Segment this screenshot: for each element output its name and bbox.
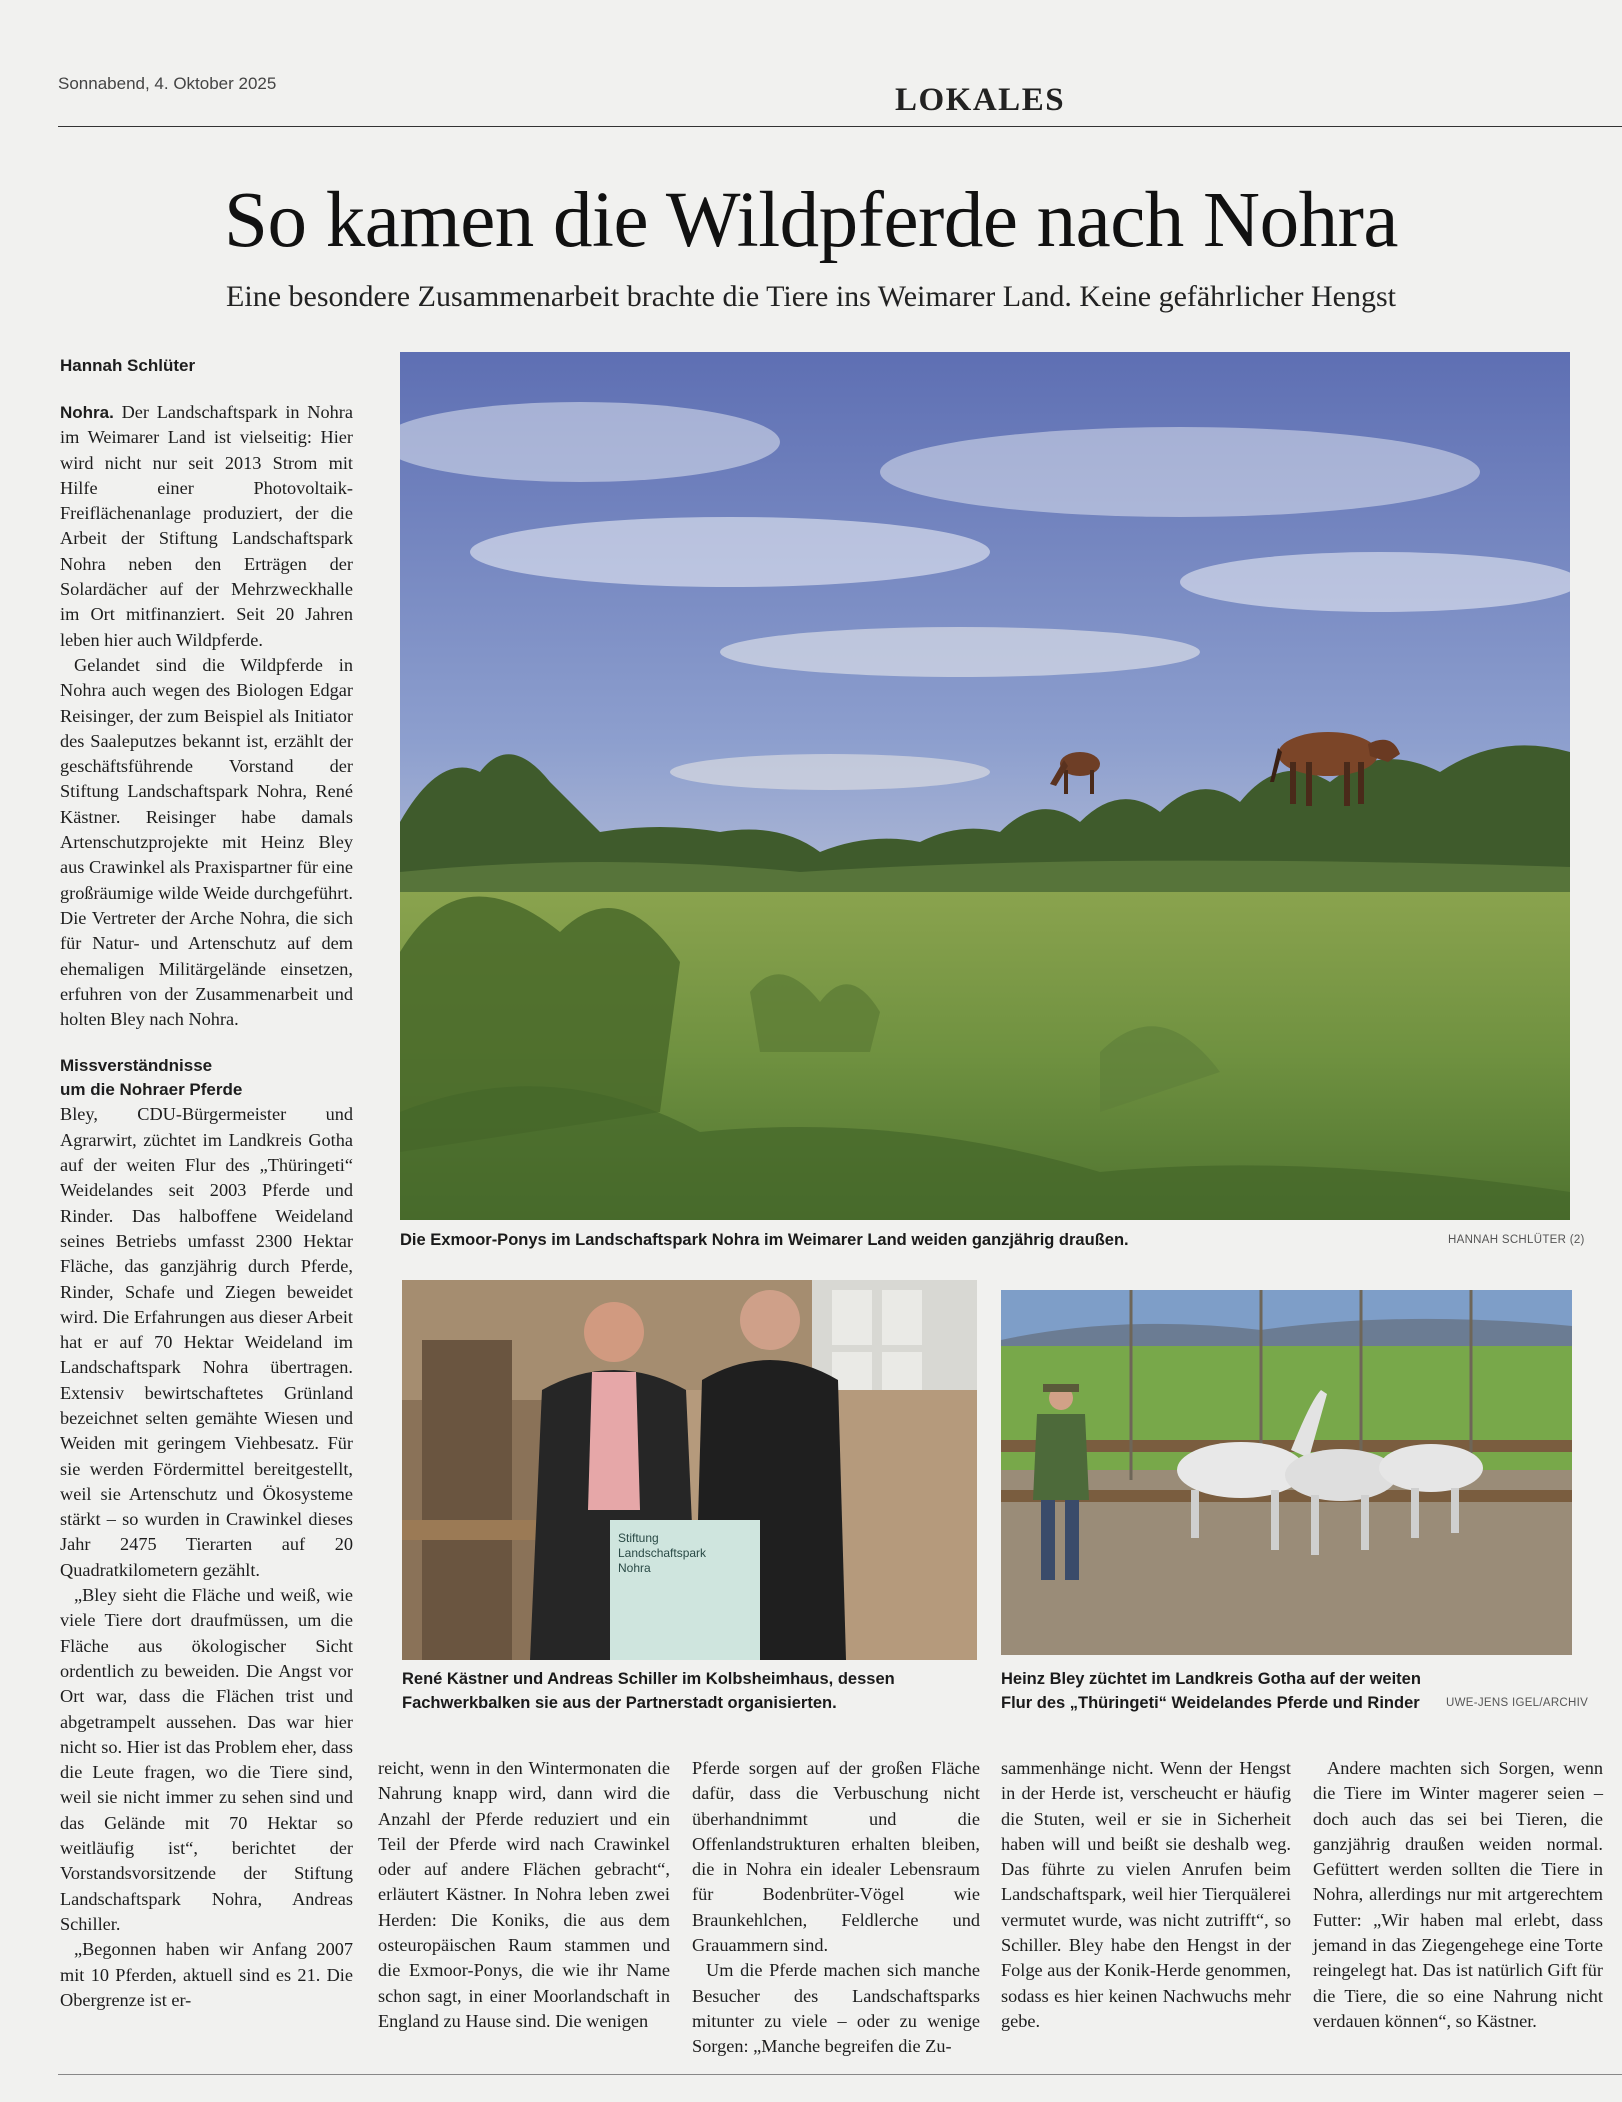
- paragraph-2: Gelandet sind die Wildpferde in Nohra auch wegen des Biologen Edgar Reisinger, der zum Beispiel als Initiator des Saaleputzes bekannt ist, erzählt der geschäftsführende Vorstand der Stiftung Landschaftspark Nohra, René Kästner. Reisinger habe damals Artenschutzprojekte mit Heinz Bley aus Crawinkel als Praxispartner für eine großräumige wilde Weide durchgeführt. Die Vertreter der Arche Nohra, die sich für Natur- und Artenschutz auf dem ehemaligen Militärgelände einsetzen, erfuhren von der Zusammenarbeit und holten Bley nach Nohra.: [60, 654, 353, 1030]
- section-title: LOKALES: [895, 82, 1066, 118]
- meadow-illustration: [400, 352, 1570, 1220]
- article-column-3: Pferde sorgen auf der großen Fläche dafür, dass die Verbuschung nicht überhandnimmt und die Offenlandstrukturen erhalten bleiben, die in Nohra ein idealer Lebensraum für Bodenbrüter-Vögel wie Braunkehlchen, Feldlerche und Grauammern sind. Um die Pferde machen sich manche Besucher des Landschaftsparks mitunter zu viele – oder zu wenige Sorgen: „Manche begreifen die Zu-: [692, 1758, 980, 2057]
- article-column-5: Andere machten sich Sorgen, wenn die Tiere im Winter magerer seien – doch auch das sei bei Tieren, die ganzjährig draußen weiden normal. Gefüttert werden sollten die Tiere in Nohra, allerdings nur mit artgerechtem Futter: „Wir haben mal erlebt, dass jemand in das Ziegengehege eine Torte reingelegt hat. Das ist natürlich Gift für die Tiere, die so eine Nahrung nicht verdauen können“, so Kästner.: [1313, 1758, 1603, 2031]
- photo-bley-white-horses: [1001, 1290, 1572, 1655]
- article-column-4: sammenhänge nicht. Wenn der Hengst in der Herde ist, verscheucht er häufig die Stuten, weil er sie in Sicherheit haben will und beißt sie deshalb weg. Das führte zu vielen Anrufen beim Landschaftspark, weil hier Tierquälerei vermutet wurde, was nicht zutrifft“, so Schiller. Bley habe den Hengst in der Folge aus der Konik-Herde genommen, sodass es hier keinen Nachwuchs mehr gebe.: [1001, 1758, 1291, 2031]
- right-photo-caption: Heinz Bley züchtet im Landkreis Gotha auf der weiten Flur des „Thüringeti“ Weidelandes Pferde und Rinder: [1001, 1670, 1421, 1712]
- article-column-1: [60, 400, 353, 2013]
- sign-text-1: Stiftung: [618, 1531, 659, 1545]
- subheading: Missverständnisse um die Nohraer Pferde: [60, 1056, 243, 1100]
- issue-date: Sonnabend, 4. Oktober 2025: [58, 74, 277, 93]
- left-photo-caption: René Kästner und Andreas Schiller im Kolbsheimhaus, dessen Fachwerkbalken sie aus der Partnerstadt organisierten.: [402, 1670, 895, 1712]
- subheadline: Eine besondere Zusammenarbeit brachte die Tiere ins Weimarer Land. Keine gefährlicher Hengst: [226, 280, 1396, 313]
- sign-text-3: Nohra: [618, 1561, 651, 1575]
- photo-kaestner-schiller: [402, 1280, 977, 1660]
- sign-text-2: Landschaftspark: [618, 1546, 707, 1560]
- right-photo-credit: UWE-JENS IGEL/ARCHIV: [1446, 1697, 1589, 1709]
- dateline-place: Nohra.: [60, 403, 114, 422]
- paragraph-5: „Begonnen haben wir Anfang 2007 mit 10 Pferden, aktuell sind es 21. Die Obergrenze ist er-: [60, 1939, 353, 2010]
- paragraph-4: „Bley sieht die Fläche und weiß, wie viele Tiere dort draufmüssen, um die Fläche aus ökologischer Sicht ordentlich zu beweiden. Die Angst vor Ort war, dass die Flächen trist und abgetrampelt aussehen. Das war hier nicht so. Hier ist das Problem eher, dass die Leute fragen, wo die Tiere sind, weil sie nicht immer zu sehen sind und das Gelände mit 70 Hektar so weitläufig ist“, berichtet der Vorstandsvorsitzende der Stiftung Landschaftspark Nohra, Andreas Schiller.: [60, 1585, 353, 1934]
- paragraph-1: Der Landschaftspark in Nohra im Weimarer Land ist vielseitig: Hier wird nicht nur seit 2013 Strom mit Hilfe einer Photovoltaik-Freiflächenanlage produziert, der die Arbeit der Stiftung Landschaftspark Nohra neben den Erträgen der Solardächer auf der Mehrzweckhalle im Ort mitfinanziert. Seit 20 Jahren leben hier auch Wildpferde.: [60, 402, 353, 650]
- header-rule: [58, 126, 1622, 127]
- pasture-illustration: [1001, 1290, 1572, 1655]
- main-photo-caption: Die Exmoor-Ponys im Landschaftspark Nohra im Weimarer Land weiden ganzjährig draußen.: [400, 1231, 1129, 1249]
- main-photo-horses-meadow: [400, 352, 1570, 1220]
- main-photo-credit: HANNAH SCHLÜTER (2): [1448, 1234, 1585, 1246]
- footer-rule: [58, 2074, 1622, 2075]
- article-column-2: reicht, wenn in den Wintermonaten die Nahrung knapp wird, dann wird die Anzahl der Pferde reduziert und ein Teil der Pferde wird nach Crawinkel oder auf andere Flächen gebracht“, erläutert Kästner. In Nohra leben zwei Herden: Die Koniks, die aus dem osteuropäischen Raum stammen und die Exmoor-Ponys, die wie ihr Name schon sagt, in einer Moorlandschaft in England zu Hause sind. Die wenigen: [378, 1758, 670, 2031]
- paragraph-3: Bley, CDU-Bürgermeister und Agrarwirt, züchtet im Landkreis Gotha auf der weiten Flur des „Thüringeti“ Weidelandes seit 2003 Pferde und Rinder. Das halboffene Weideland seines Betriebs umfasst 2300 Hektar Fläche, das ganzjährig durch Pferde, Rinder, Schafe und Ziegen beweidet wird. Die Erfahrungen aus dieser Arbeit hat er auf 70 Hektar Weideland im Landschaftspark Nohra übertragen. Extensiv bewirtschaftetes Grünland bezeichnet selten gemähte Wiesen und Weiden mit geringem Viehbesatz. Für sie werden Fördermittel bereitgestellt, weil sie Artenschutz und Ökosysteme stärkt – so wurden in Crawinkel dieses Jahr 2475 Tierarten auf 20 Quadratkilometern gezählt.: [60, 1104, 353, 1580]
- author-byline: Hannah Schlüter: [60, 356, 196, 375]
- headline: So kamen die Wildpferde nach Nohra: [224, 177, 1398, 264]
- indoor-portrait-illustration: [402, 1280, 977, 1660]
